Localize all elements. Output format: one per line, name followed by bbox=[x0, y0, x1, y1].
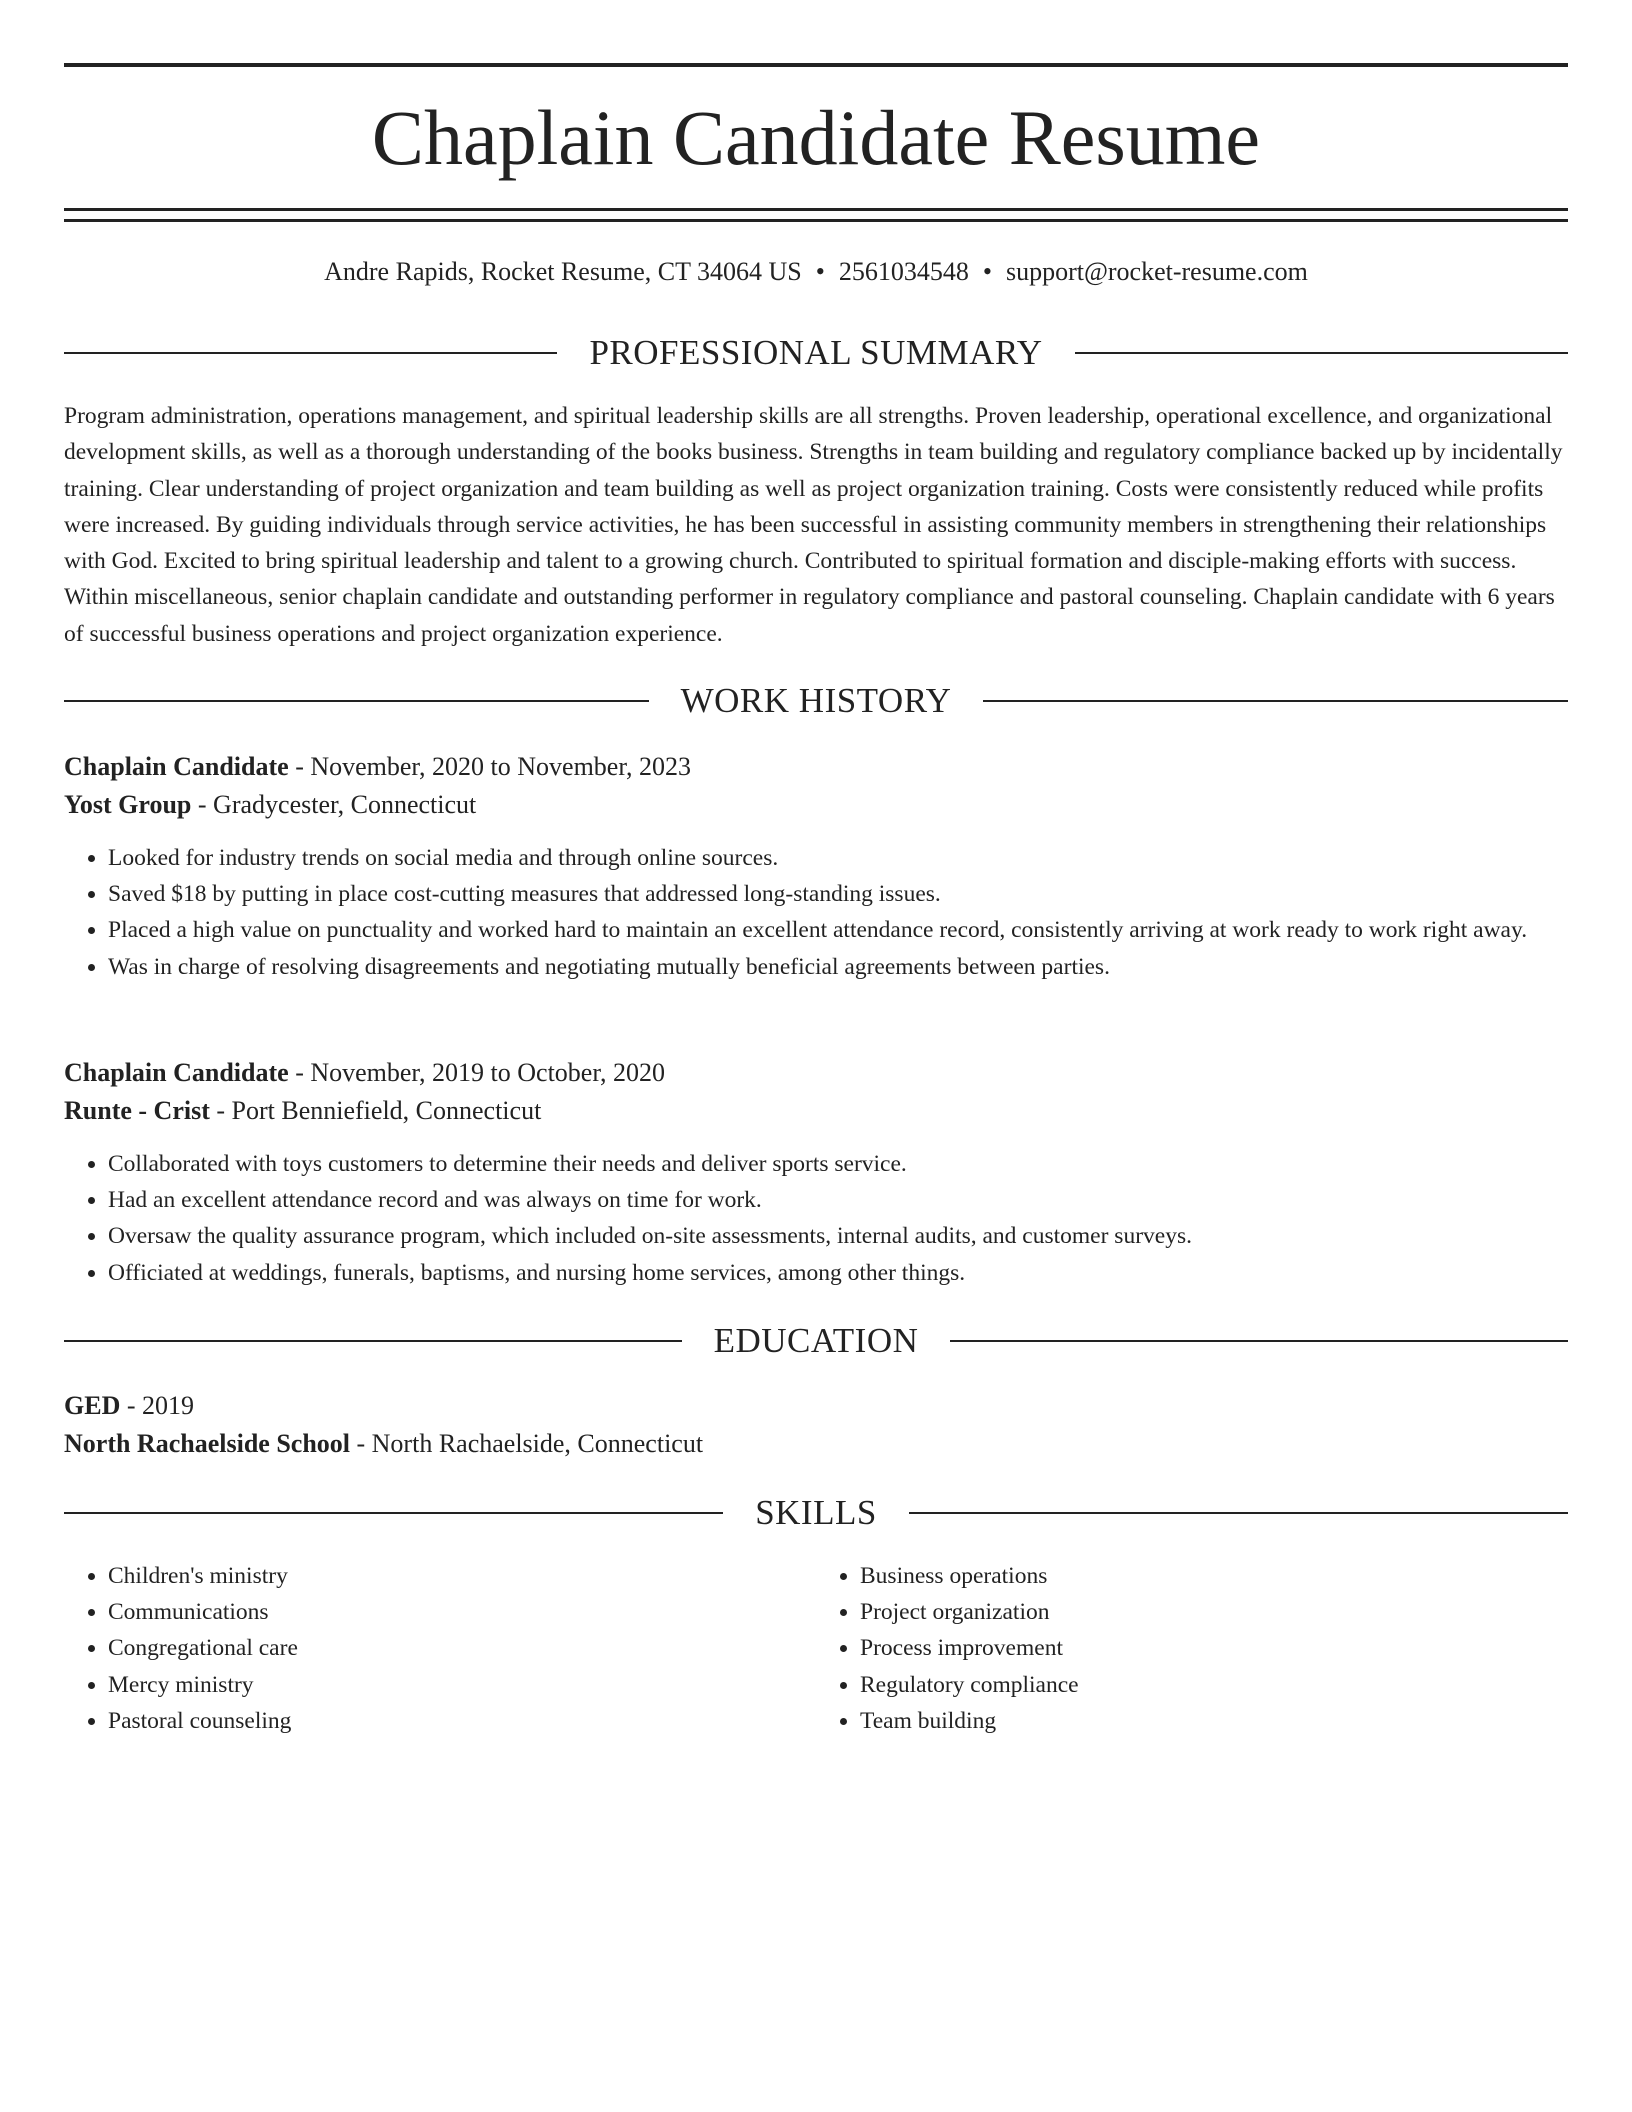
job-company: Yost Group bbox=[64, 790, 192, 819]
section-title: SKILLS bbox=[755, 1493, 877, 1532]
degree-year: - 2019 bbox=[120, 1391, 195, 1420]
contact-address: Andre Rapids, Rocket Resume, CT 34064 US bbox=[324, 257, 802, 286]
list-item: • Oversaw the quality assurance program, which included on-site assessments, internal audits, and customer surveys. bbox=[108, 1218, 1568, 1254]
heading-rule bbox=[950, 1340, 1568, 1342]
heading-rule bbox=[64, 1340, 682, 1342]
title-double-rule bbox=[64, 208, 1568, 222]
heading-rule bbox=[64, 352, 557, 354]
skills-list-left bbox=[64, 1558, 816, 1739]
degree-line bbox=[64, 1387, 1568, 1425]
list-item: • Congregational care bbox=[108, 1630, 816, 1666]
list-item: • Project organization bbox=[860, 1594, 1568, 1630]
job-title: Chaplain Candidate bbox=[64, 752, 289, 781]
job-entry bbox=[64, 1054, 1568, 1291]
school-name: North Rachaelside School bbox=[64, 1429, 350, 1458]
job-dates: - November, 2019 to October, 2020 bbox=[288, 1058, 665, 1087]
section-title: PROFESSIONAL SUMMARY bbox=[589, 333, 1043, 372]
job-company: Runte - Crist bbox=[64, 1096, 210, 1125]
list-item: • Children's ministry bbox=[108, 1558, 816, 1594]
job-location: - Port Benniefield, Connecticut bbox=[209, 1096, 542, 1125]
heading-rule bbox=[983, 700, 1568, 702]
job-company-line bbox=[64, 1092, 1568, 1130]
list-item: • Communications bbox=[108, 1594, 816, 1630]
section-heading-summary bbox=[64, 328, 1568, 378]
list-item: • Mercy ministry bbox=[108, 1667, 816, 1703]
list-item: • Officiated at weddings, funerals, baptisms, and nursing home services, among other things. bbox=[108, 1255, 1568, 1291]
list-item: • Looked for industry trends on social media and through online sources. bbox=[108, 840, 1568, 876]
list-item: • Regulatory compliance bbox=[860, 1667, 1568, 1703]
contact-phone: 2561034548 bbox=[838, 257, 969, 286]
section-title: WORK HISTORY bbox=[680, 681, 952, 720]
job-location: - Gradycester, Connecticut bbox=[191, 790, 477, 819]
section-heading-skills bbox=[64, 1488, 1568, 1538]
section-heading-education bbox=[64, 1316, 1568, 1366]
contact-separator: • bbox=[815, 257, 825, 286]
job-dates: - November, 2020 to November, 2023 bbox=[288, 752, 691, 781]
resume-title: Chaplain Candidate Resume bbox=[371, 94, 1261, 181]
heading-rule bbox=[64, 700, 649, 702]
education-entry bbox=[64, 1387, 1568, 1463]
job-entry bbox=[64, 748, 1568, 985]
job-company-line bbox=[64, 786, 1568, 824]
contact-separator: • bbox=[982, 257, 992, 286]
job-bullets bbox=[64, 840, 1568, 985]
skills-list-right bbox=[816, 1558, 1568, 1739]
list-item: • Team building bbox=[860, 1703, 1568, 1739]
contact-email: support@rocket-resume.com bbox=[1005, 257, 1308, 286]
list-item: • Placed a high value on punctuality and worked hard to maintain an excellent attendance record, consistently arriving at work ready to work right away. bbox=[108, 912, 1568, 948]
heading-rule bbox=[1075, 352, 1568, 354]
list-item: • Had an excellent attendance record and was always on time for work. bbox=[108, 1182, 1568, 1218]
school-location: - North Rachaelside, Connecticut bbox=[350, 1429, 704, 1458]
summary-paragraph: Program administration, operations management, and spiritual leadership skills are all strengths. Proven leadership, operational excellence, and organizational development skills, as well as a thorough understanding of the books business. Strengths in team building and regulatory compliance backed up by incidentally training. Clear understanding of project organization and team building as well as project organization training. Costs were consistently reduced while profits were increased. By guiding individuals through service activities, he has been successful in assisting community members in strengthening their relationships with God. Excited to bring spiritual leadership and talent to a growing church. Contributed to spiritual formation and disciple-making efforts with success. Within miscellaneous, senior chaplain candidate and outstanding performer in regulatory compliance and pastoral counseling. Chaplain candidate with 6 years of successful business operations and project organization experience. bbox=[64, 403, 1563, 647]
skills-columns bbox=[64, 1558, 1568, 1739]
section-heading-work bbox=[64, 676, 1568, 726]
list-item: • Saved $18 by putting in place cost-cutting measures that addressed long-standing issues. bbox=[108, 876, 1568, 912]
list-item: • Process improvement bbox=[860, 1630, 1568, 1666]
job-title-line bbox=[64, 748, 1568, 786]
job-title: Chaplain Candidate bbox=[64, 1058, 289, 1087]
contact-line bbox=[64, 252, 1568, 292]
job-title-line bbox=[64, 1054, 1568, 1092]
heading-rule bbox=[909, 1512, 1568, 1514]
top-rule bbox=[64, 63, 1568, 67]
list-item: • Was in charge of resolving disagreements and negotiating mutually beneficial agreements between parties. bbox=[108, 949, 1568, 985]
heading-rule bbox=[64, 1512, 723, 1514]
list-item: • Pastoral counseling bbox=[108, 1703, 816, 1739]
list-item: • Collaborated with toys customers to determine their needs and deliver sports service. bbox=[108, 1146, 1568, 1182]
job-bullets bbox=[64, 1146, 1568, 1291]
degree: GED bbox=[64, 1391, 121, 1420]
school-line bbox=[64, 1425, 1568, 1463]
section-title: EDUCATION bbox=[713, 1321, 919, 1360]
list-item: • Business operations bbox=[860, 1558, 1568, 1594]
